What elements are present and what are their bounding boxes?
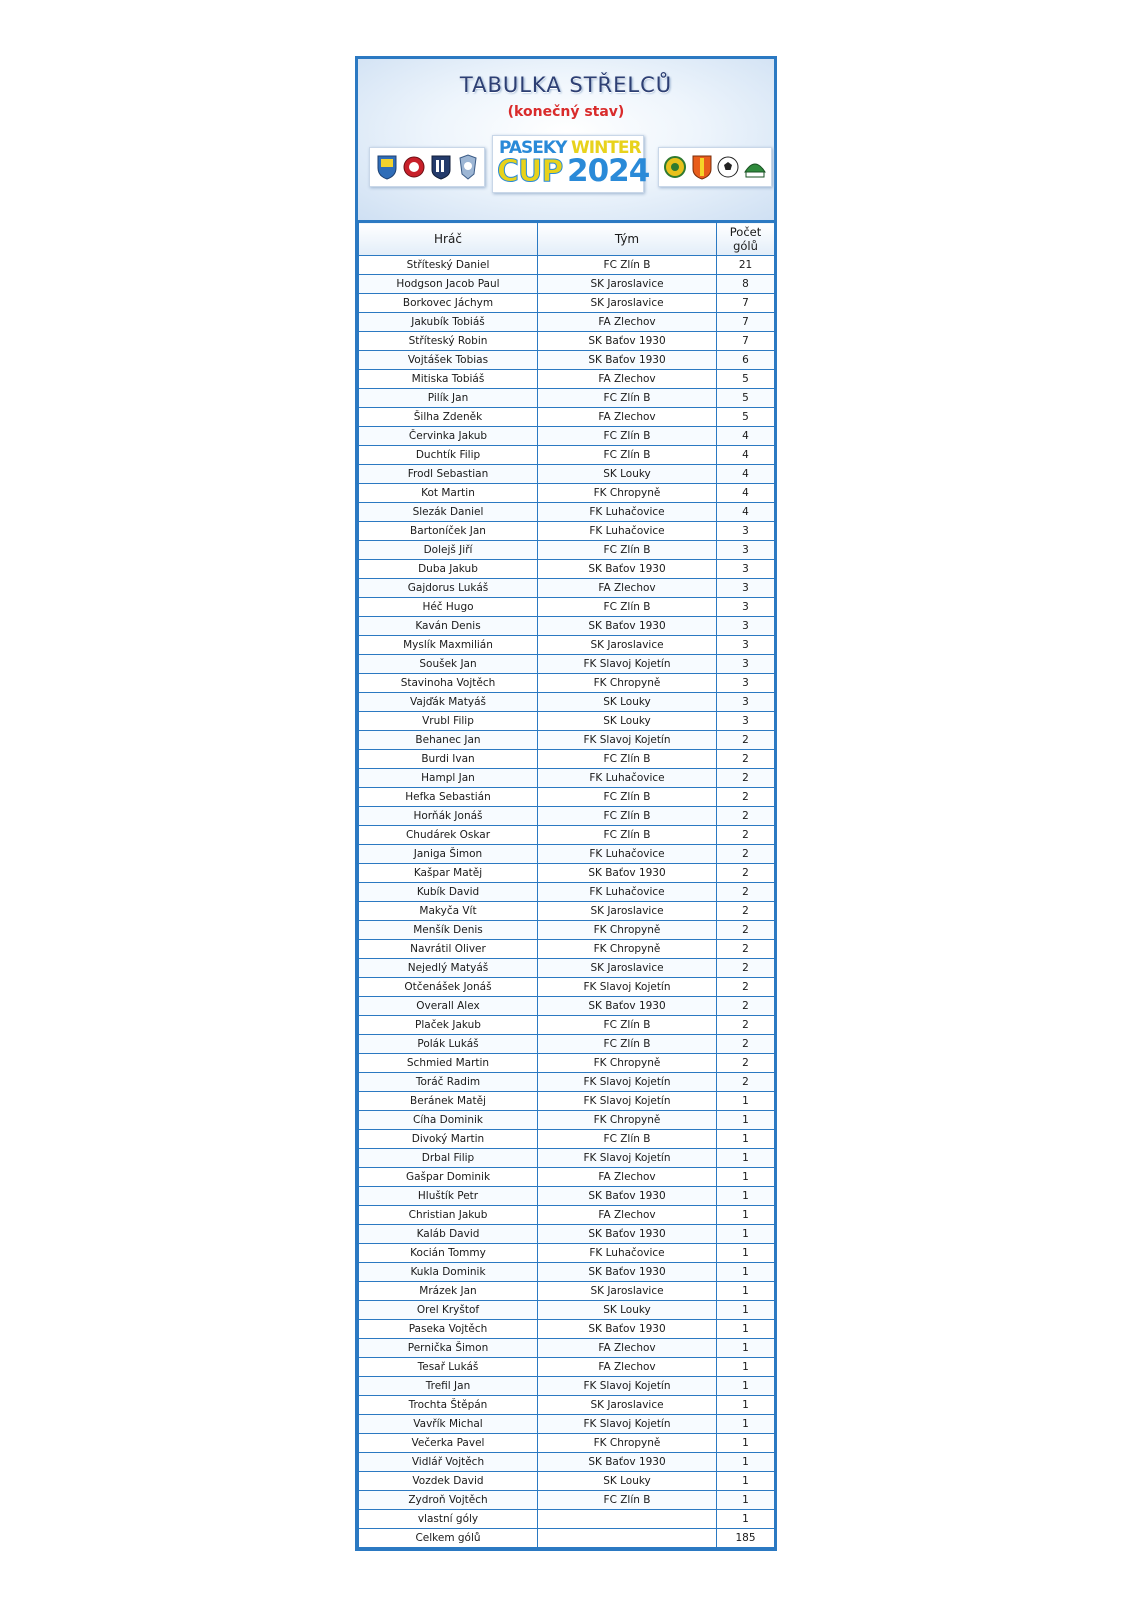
team-cell: FA Zlechov: [538, 1168, 717, 1187]
team-cell: FA Zlechov: [538, 313, 717, 332]
team-cell: FK Slavoj Kojetín: [538, 1415, 717, 1434]
club-crest-icon: [664, 154, 686, 180]
table-row: [359, 997, 775, 1016]
table-row: [359, 617, 775, 636]
goals-cell: 5: [717, 370, 775, 389]
page-title: TABULKA STŘELCŮ: [459, 73, 673, 97]
team-cell: FK Slavoj Kojetín: [538, 1377, 717, 1396]
table-row: [359, 1282, 775, 1301]
goals-cell: 1: [717, 1282, 775, 1301]
team-cell: FK Chropyně: [538, 484, 717, 503]
goals-cell: 7: [717, 313, 775, 332]
goals-cell: 2: [717, 769, 775, 788]
table-row: [359, 864, 775, 883]
player-cell: Plaček Jakub: [359, 1016, 538, 1035]
table-body: [359, 256, 775, 1529]
table-row: [359, 769, 775, 788]
player-cell: Orel Kryštof: [359, 1301, 538, 1320]
player-cell: Trochta Štěpán: [359, 1396, 538, 1415]
goals-cell: 1: [717, 1263, 775, 1282]
player-cell: Schmied Martin: [359, 1054, 538, 1073]
player-cell: Vojtášek Tobias: [359, 351, 538, 370]
team-cell: FC Zlín B: [538, 598, 717, 617]
table-row: [359, 1168, 775, 1187]
table-row: [359, 940, 775, 959]
team-cell: SK Louky: [538, 465, 717, 484]
team-cell: FK Luhačovice: [538, 522, 717, 541]
goals-cell: 6: [717, 351, 775, 370]
player-cell: Bartoníček Jan: [359, 522, 538, 541]
player-cell: Gajdorus Lukáš: [359, 579, 538, 598]
team-cell: FA Zlechov: [538, 408, 717, 427]
goals-cell: 2: [717, 845, 775, 864]
table-row: [359, 370, 775, 389]
player-cell: Navrátil Oliver: [359, 940, 538, 959]
goals-cell: 3: [717, 712, 775, 731]
team-cell: FK Luhačovice: [538, 883, 717, 902]
player-cell: Večerka Pavel: [359, 1434, 538, 1453]
team-cell: FC Zlín B: [538, 1130, 717, 1149]
team-cell: SK Jaroslavice: [538, 1396, 717, 1415]
table-row: [359, 1016, 775, 1035]
player-cell: Hampl Jan: [359, 769, 538, 788]
player-cell: Mitiska Tobiáš: [359, 370, 538, 389]
player-cell: Šilha Zdeněk: [359, 408, 538, 427]
player-cell: Tesař Lukáš: [359, 1358, 538, 1377]
team-cell: FK Chropyně: [538, 921, 717, 940]
player-cell: Slezák Daniel: [359, 503, 538, 522]
table-row: [359, 807, 775, 826]
team-cell: FA Zlechov: [538, 1358, 717, 1377]
team-cell: FC Zlín B: [538, 1016, 717, 1035]
column-header-player: Hráč: [359, 223, 538, 256]
goals-cell: 3: [717, 598, 775, 617]
player-cell: Hefka Sebastián: [359, 788, 538, 807]
player-cell: Polák Lukáš: [359, 1035, 538, 1054]
player-cell: Hodgson Jacob Paul: [359, 275, 538, 294]
team-cell: SK Baťov 1930: [538, 1263, 717, 1282]
team-cell: FK Chropyně: [538, 940, 717, 959]
goals-cell: 1: [717, 1510, 775, 1529]
player-cell: Otčenášek Jonáš: [359, 978, 538, 997]
club-crest-icon: [691, 154, 713, 180]
player-cell: Vajďák Matyáš: [359, 693, 538, 712]
player-cell: Vavřík Michal: [359, 1415, 538, 1434]
team-cell: SK Baťov 1930: [538, 1320, 717, 1339]
player-cell: Kašpar Matěj: [359, 864, 538, 883]
scorers-table: [358, 222, 775, 1548]
team-cell: SK Jaroslavice: [538, 275, 717, 294]
table-row: [359, 712, 775, 731]
player-cell: Kubík David: [359, 883, 538, 902]
team-cell: SK Baťov 1930: [538, 997, 717, 1016]
goals-cell: 1: [717, 1206, 775, 1225]
table-row: [359, 1263, 775, 1282]
table-row: [359, 1434, 775, 1453]
team-cell: FK Chropyně: [538, 1434, 717, 1453]
table-row: [359, 978, 775, 997]
team-cell: SK Jaroslavice: [538, 959, 717, 978]
soccer-ball-icon: [717, 154, 739, 180]
goals-cell: 3: [717, 693, 775, 712]
team-cell: FA Zlechov: [538, 1206, 717, 1225]
player-cell: Burdi Ivan: [359, 750, 538, 769]
team-cell: SK Louky: [538, 1301, 717, 1320]
team-cell: SK Louky: [538, 693, 717, 712]
table-row: [359, 1396, 775, 1415]
player-cell: Zydroň Vojtěch: [359, 1491, 538, 1510]
club-crest-icon: [457, 154, 479, 180]
goals-cell: 2: [717, 826, 775, 845]
table-row: [359, 256, 775, 275]
goals-cell: 1: [717, 1415, 775, 1434]
player-cell: Nejedlý Matyáš: [359, 959, 538, 978]
table-row: [359, 522, 775, 541]
goals-cell: 4: [717, 484, 775, 503]
table-row: [359, 826, 775, 845]
club-logos-right: [658, 147, 772, 187]
goals-cell: 1: [717, 1244, 775, 1263]
player-cell: Kaván Denis: [359, 617, 538, 636]
table-row: [359, 731, 775, 750]
goals-cell: 3: [717, 617, 775, 636]
goals-cell: 4: [717, 446, 775, 465]
goals-cell: 2: [717, 1035, 775, 1054]
player-cell: Beránek Matěj: [359, 1092, 538, 1111]
goals-cell: 3: [717, 560, 775, 579]
team-cell: SK Baťov 1930: [538, 617, 717, 636]
player-cell: Hluštík Petr: [359, 1187, 538, 1206]
table-row: [359, 1377, 775, 1396]
total-row: [359, 1529, 775, 1548]
club-logos-left: [369, 147, 485, 187]
player-cell: Stříteský Daniel: [359, 256, 538, 275]
player-cell: Mrázek Jan: [359, 1282, 538, 1301]
table-row: [359, 275, 775, 294]
club-crest-icon: [430, 154, 452, 180]
table-row: [359, 560, 775, 579]
table-row: [359, 1510, 775, 1529]
table-row: [359, 1244, 775, 1263]
table-row: [359, 1054, 775, 1073]
table-row: [359, 408, 775, 427]
player-cell: Vozdek David: [359, 1472, 538, 1491]
player-cell: Borkovec Jáchym: [359, 294, 538, 313]
team-cell: FK Luhačovice: [538, 769, 717, 788]
team-cell: FK Chropyně: [538, 674, 717, 693]
player-cell: Janiga Šimon: [359, 845, 538, 864]
team-cell: FC Zlín B: [538, 427, 717, 446]
goals-cell: 2: [717, 750, 775, 769]
goals-cell: 1: [717, 1149, 775, 1168]
goals-cell: 1: [717, 1434, 775, 1453]
player-cell: Menšík Denis: [359, 921, 538, 940]
team-cell: FK Slavoj Kojetín: [538, 731, 717, 750]
goals-cell: 3: [717, 579, 775, 598]
table-row: [359, 1225, 775, 1244]
team-cell: FC Zlín B: [538, 826, 717, 845]
goals-cell: 2: [717, 940, 775, 959]
table-row: [359, 598, 775, 617]
goals-cell: 3: [717, 522, 775, 541]
team-cell: FC Zlín B: [538, 1035, 717, 1054]
player-cell: Vidlář Vojtěch: [359, 1453, 538, 1472]
table-row: [359, 1453, 775, 1472]
player-cell: Stavinoha Vojtěch: [359, 674, 538, 693]
goals-cell: 2: [717, 959, 775, 978]
table-row: [359, 1092, 775, 1111]
player-cell: Pernička Šimon: [359, 1339, 538, 1358]
team-cell: FC Zlín B: [538, 1491, 717, 1510]
player-cell: Pilík Jan: [359, 389, 538, 408]
player-cell: vlastní góly: [359, 1510, 538, 1529]
goals-cell: 1: [717, 1453, 775, 1472]
club-crest-icon: [376, 154, 398, 180]
team-cell: SK Jaroslavice: [538, 294, 717, 313]
goals-cell: 1: [717, 1472, 775, 1491]
team-cell: SK Jaroslavice: [538, 902, 717, 921]
table-row: [359, 1320, 775, 1339]
table-row: [359, 1358, 775, 1377]
player-cell: Vrubl Filip: [359, 712, 538, 731]
goals-cell: 5: [717, 389, 775, 408]
table-row: [359, 351, 775, 370]
table-row: [359, 313, 775, 332]
player-cell: Kukla Dominik: [359, 1263, 538, 1282]
goals-cell: 2: [717, 731, 775, 750]
table-row: [359, 845, 775, 864]
goals-cell: 3: [717, 674, 775, 693]
goals-cell: 2: [717, 864, 775, 883]
player-cell: Stříteský Robin: [359, 332, 538, 351]
goals-cell: 1: [717, 1396, 775, 1415]
team-cell: SK Baťov 1930: [538, 864, 717, 883]
table-row: [359, 921, 775, 940]
table-row: [359, 655, 775, 674]
goals-cell: 4: [717, 427, 775, 446]
player-cell: Cíha Dominik: [359, 1111, 538, 1130]
table-row: [359, 1130, 775, 1149]
goals-cell: 3: [717, 655, 775, 674]
team-cell: FK Luhačovice: [538, 1244, 717, 1263]
player-cell: Duchtík Filip: [359, 446, 538, 465]
goals-cell: 1: [717, 1187, 775, 1206]
team-cell: FC Zlín B: [538, 750, 717, 769]
table-row: [359, 541, 775, 560]
table-row: [359, 788, 775, 807]
column-header-team: Tým: [538, 223, 717, 256]
player-cell: Soušek Jan: [359, 655, 538, 674]
team-cell: FK Slavoj Kojetín: [538, 1092, 717, 1111]
club-crest-icon: [744, 154, 766, 180]
team-cell: SK Louky: [538, 1472, 717, 1491]
goals-cell: 2: [717, 921, 775, 940]
team-cell: [538, 1510, 717, 1529]
table-row: [359, 636, 775, 655]
total-team-cell: [538, 1529, 717, 1548]
team-cell: FA Zlechov: [538, 1339, 717, 1358]
team-cell: FC Zlín B: [538, 256, 717, 275]
goals-cell: 2: [717, 788, 775, 807]
table-row: [359, 484, 775, 503]
goals-cell: 4: [717, 465, 775, 484]
team-cell: FC Zlín B: [538, 807, 717, 826]
player-cell: Kocián Tommy: [359, 1244, 538, 1263]
player-cell: Gašpar Dominik: [359, 1168, 538, 1187]
table-row: [359, 1301, 775, 1320]
goals-cell: 2: [717, 883, 775, 902]
table-row: [359, 503, 775, 522]
player-cell: Duba Jakub: [359, 560, 538, 579]
player-cell: Makyča Vít: [359, 902, 538, 921]
table-row: [359, 294, 775, 313]
table-row: [359, 1111, 775, 1130]
team-cell: FK Chropyně: [538, 1111, 717, 1130]
sheet-header: [358, 59, 774, 222]
team-cell: FA Zlechov: [538, 579, 717, 598]
player-cell: Héč Hugo: [359, 598, 538, 617]
table-row: [359, 1472, 775, 1491]
goals-cell: 21: [717, 256, 775, 275]
team-cell: SK Baťov 1930: [538, 560, 717, 579]
page-subtitle: (konečný stav): [507, 104, 625, 120]
player-cell: Paseka Vojtěch: [359, 1320, 538, 1339]
team-cell: FC Zlín B: [538, 788, 717, 807]
goals-cell: 8: [717, 275, 775, 294]
player-cell: Kot Martin: [359, 484, 538, 503]
goals-cell: 4: [717, 503, 775, 522]
goals-cell: 2: [717, 978, 775, 997]
team-cell: FA Zlechov: [538, 370, 717, 389]
player-cell: Kaláb David: [359, 1225, 538, 1244]
table-header-row: [359, 223, 775, 256]
table-row: [359, 427, 775, 446]
player-cell: Dolejš Jiří: [359, 541, 538, 560]
player-cell: Trefil Jan: [359, 1377, 538, 1396]
team-cell: FK Slavoj Kojetín: [538, 978, 717, 997]
table-row: [359, 1187, 775, 1206]
goals-cell: 1: [717, 1358, 775, 1377]
goals-cell: 3: [717, 636, 775, 655]
table-row: [359, 959, 775, 978]
goals-cell: 3: [717, 541, 775, 560]
team-cell: FC Zlín B: [538, 446, 717, 465]
team-cell: FC Zlín B: [538, 541, 717, 560]
goals-cell: 1: [717, 1320, 775, 1339]
player-cell: Drbal Filip: [359, 1149, 538, 1168]
goals-cell: 1: [717, 1301, 775, 1320]
goals-cell: 2: [717, 807, 775, 826]
goals-cell: 1: [717, 1111, 775, 1130]
goals-cell: 1: [717, 1491, 775, 1510]
table-row: [359, 1035, 775, 1054]
team-cell: SK Louky: [538, 712, 717, 731]
team-cell: SK Baťov 1930: [538, 1453, 717, 1472]
team-cell: FK Slavoj Kojetín: [538, 655, 717, 674]
goals-cell: 1: [717, 1377, 775, 1396]
goals-cell: 2: [717, 902, 775, 921]
table-row: [359, 1206, 775, 1225]
table-row: [359, 674, 775, 693]
team-cell: SK Baťov 1930: [538, 1187, 717, 1206]
goals-cell: 5: [717, 408, 775, 427]
table-row: [359, 693, 775, 712]
table-row: [359, 883, 775, 902]
player-cell: Divoký Martin: [359, 1130, 538, 1149]
player-cell: Jakubík Tobiáš: [359, 313, 538, 332]
team-cell: SK Baťov 1930: [538, 351, 717, 370]
team-cell: SK Jaroslavice: [538, 1282, 717, 1301]
goals-cell: 1: [717, 1168, 775, 1187]
cup-logo: PASEKY WINTER CUP 2024: [492, 135, 644, 193]
table-row: [359, 446, 775, 465]
total-goals: 185: [717, 1529, 775, 1548]
goals-cell: 2: [717, 1054, 775, 1073]
team-cell: FK Slavoj Kojetín: [538, 1073, 717, 1092]
goals-cell: 2: [717, 1016, 775, 1035]
total-label: Celkem gólů: [359, 1529, 538, 1548]
player-cell: Christian Jakub: [359, 1206, 538, 1225]
table-row: [359, 750, 775, 769]
goals-cell: 7: [717, 332, 775, 351]
goals-cell: 2: [717, 997, 775, 1016]
player-cell: Overall Alex: [359, 997, 538, 1016]
team-cell: SK Baťov 1930: [538, 1225, 717, 1244]
player-cell: Myslík Maxmilián: [359, 636, 538, 655]
player-cell: Červinka Jakub: [359, 427, 538, 446]
goals-cell: 1: [717, 1339, 775, 1358]
club-crest-icon: [403, 154, 425, 180]
goals-cell: 1: [717, 1092, 775, 1111]
goals-cell: 7: [717, 294, 775, 313]
table-row: [359, 1149, 775, 1168]
scorers-sheet: [355, 56, 777, 1551]
team-cell: FK Luhačovice: [538, 503, 717, 522]
table-row: [359, 1415, 775, 1434]
team-cell: FK Chropyně: [538, 1054, 717, 1073]
goals-cell: 1: [717, 1225, 775, 1244]
column-header-goals: Počet gólů: [717, 223, 775, 256]
player-cell: Toráč Radim: [359, 1073, 538, 1092]
table-row: [359, 1073, 775, 1092]
table-row: [359, 1491, 775, 1510]
player-cell: Frodl Sebastian: [359, 465, 538, 484]
player-cell: Behanec Jan: [359, 731, 538, 750]
table-row: [359, 902, 775, 921]
table-row: [359, 332, 775, 351]
team-cell: SK Baťov 1930: [538, 332, 717, 351]
table-row: [359, 1339, 775, 1358]
goals-cell: 2: [717, 1073, 775, 1092]
goals-cell: 1: [717, 1130, 775, 1149]
team-cell: SK Jaroslavice: [538, 636, 717, 655]
table-row: [359, 465, 775, 484]
table-row: [359, 389, 775, 408]
player-cell: Horňák Jonáš: [359, 807, 538, 826]
table-row: [359, 579, 775, 598]
team-cell: FK Slavoj Kojetín: [538, 1149, 717, 1168]
team-cell: FK Luhačovice: [538, 845, 717, 864]
player-cell: Chudárek Oskar: [359, 826, 538, 845]
team-cell: FC Zlín B: [538, 389, 717, 408]
